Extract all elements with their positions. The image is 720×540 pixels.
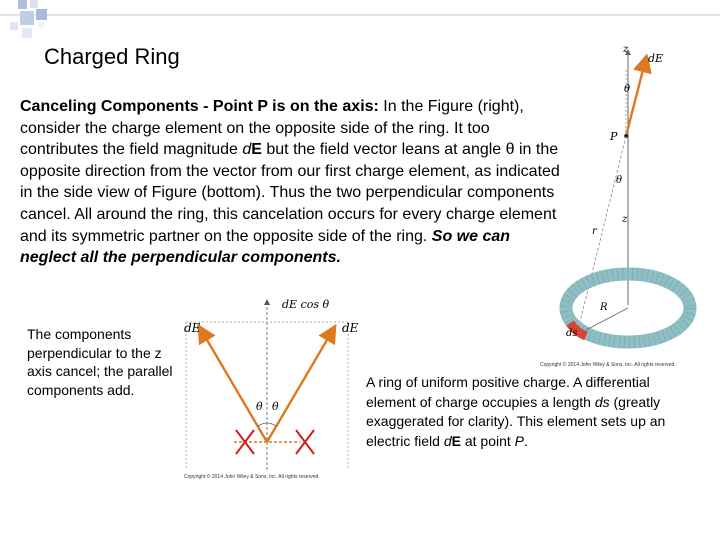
paragraph-heading: Canceling Components - Point P is on the axis: xyxy=(20,98,379,115)
cancel-cross-right xyxy=(296,430,314,454)
r-line xyxy=(578,136,626,330)
label-z-mid: z xyxy=(622,214,628,225)
label-theta-mid: θ xyxy=(616,175,623,186)
dE-arrow-left xyxy=(200,328,267,442)
label-R: R xyxy=(600,302,608,313)
deco-square xyxy=(38,22,44,28)
deco-square xyxy=(18,0,27,9)
deco-square xyxy=(22,28,32,38)
page-title: Charged Ring xyxy=(44,44,180,69)
label-ds: ds xyxy=(566,328,578,339)
label-ring-dE: dE xyxy=(648,52,664,65)
paragraph-conclusion: So we can neglect all the perpendicular components. xyxy=(20,227,511,267)
label-r: r xyxy=(592,226,597,237)
label-theta-right: θ xyxy=(272,400,279,413)
label-theta-top: θ xyxy=(624,84,631,95)
label-theta-left: θ xyxy=(256,400,263,413)
right-caption: A ring of uniform positive charge. A differential element of charge occupies a length ds (greatly exaggerated for clarity). This element sets up an electric field dE at point P. xyxy=(366,374,666,449)
ring-credit: Copyright © 2014 John Wiley & Sons, Inc. All rights reserved. xyxy=(540,362,676,368)
paragraph-dE: E xyxy=(251,141,262,159)
left-caption: The components perpendicular to the z axis cancel; the parallel components add. xyxy=(27,326,173,398)
deco-square xyxy=(20,11,34,25)
main-paragraph: Canceling Components - Point P is on the axis: In the Figure (right), consider the charge element on the opposite side of the ring. It too contributes the field magnitude dE but the field vector leans at angle θ in the opposite direction from the vector from our first charge element, as indicated in the side view of Figure (bottom). Thus the two perpendicular components cancel. All around the ring, this cancelation occurs for every charge element and its symmetric partner on the opposite side of the ring. So we can neglect all the perpendicular components. xyxy=(20,98,560,267)
label-dE-cos: dE cos θ xyxy=(282,298,330,311)
dE-arrow-right xyxy=(267,328,334,442)
label-z-top: z xyxy=(623,44,629,55)
deco-square xyxy=(10,22,18,30)
label-dE-right: dE xyxy=(342,321,359,335)
paragraph-part2: but the field vector leans at angle θ in the opposite direction from the vector from our first charge element, as indicated in the side view of Figure (bottom). Thus the two perpendicular components cancel. All around the ring, this cancelation occurs for every charge element and its symmetric partner on the opposite side of the ring. xyxy=(20,141,560,245)
component-diagram xyxy=(178,292,368,482)
ring-dE-arrow xyxy=(626,58,646,136)
bottom-credit: Copyright © 2014 John Wiley & Sons, Inc. All rights reserved. xyxy=(184,474,320,480)
label-dE-left: dE xyxy=(184,321,201,335)
deco-square xyxy=(30,0,38,8)
deco-square xyxy=(36,9,47,20)
label-P: P xyxy=(610,130,618,143)
charged-ring-diagram xyxy=(540,40,720,370)
paragraph-part1: In the Figure (right), consider the charge element on the opposite side of the ring. It too contributes the field magnitude xyxy=(20,98,524,159)
